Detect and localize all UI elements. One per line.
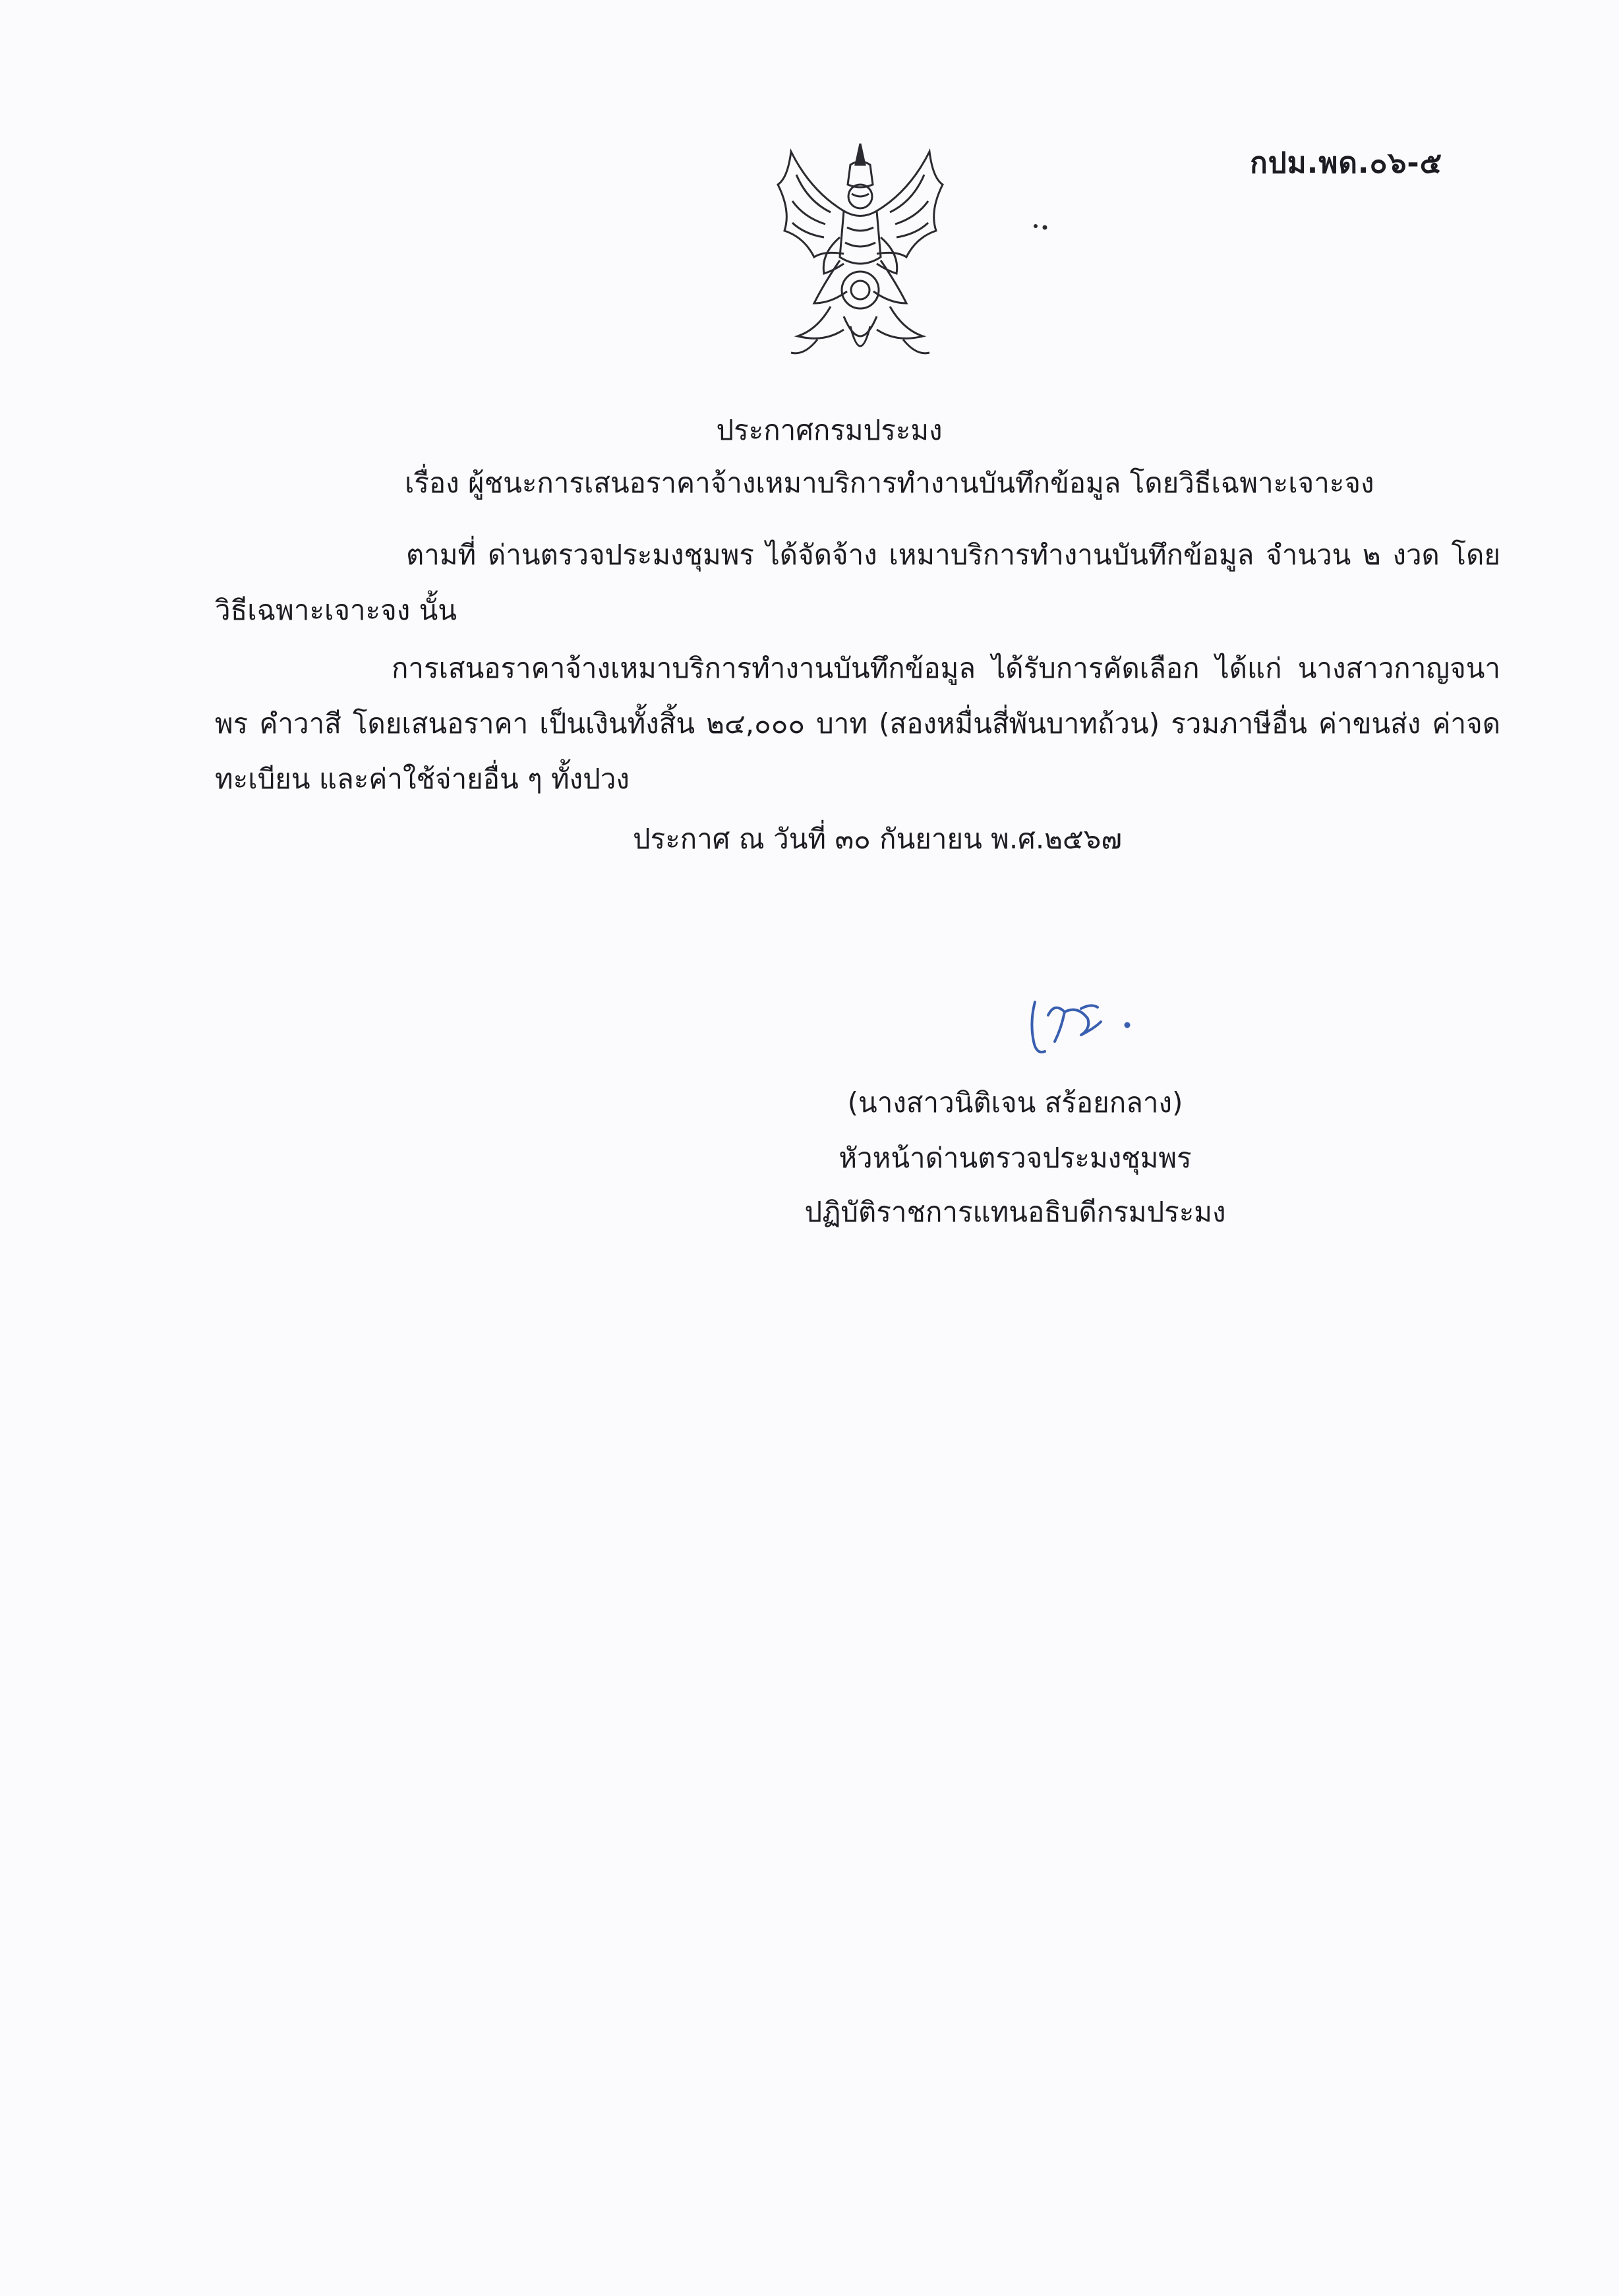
- garuda-emblem-icon: [751, 138, 969, 369]
- document-code: กปม.พด.๐๖-๕: [1250, 146, 1442, 180]
- paragraph-2-text: การเสนอราคาจ้างเหมาบริการทำงานบันทึกข้อมูล ได้รับการคัดเลือก ได้แก่ นางสาวกาญจนาพร คำวาสี โดยเสนอราคา เป็นเงินทั้งสิ้น ๒๔,๐๐๐ บาท (สองหมื่นสี่พันบาทถ้วน) รวมภาษีอื่น ค่าขนส่ง ค่าจดทะเบียน และค่าใช้จ่ายอื่น ๆ ทั้งปวง: [215, 652, 1500, 795]
- signer-acting-position: ปฏิบัติราชการแทนอธิบดีกรมประมง: [804, 1196, 1226, 1228]
- subject-line: เรื่อง ผู้ชนะการเสนอราคาจ้างเหมาบริการทำงานบันทึกข้อมูล โดยวิธีเฉพาะเจาะจง: [405, 467, 1374, 499]
- signer-position: หัวหน้าด่านตรวจประมงชุมพร: [839, 1142, 1192, 1174]
- ink-speck: [1032, 221, 1051, 231]
- paragraph-1-text: ตามที่ ด่านตรวจประมงชุมพร ได้จัดจ้าง เหมาบริการทำงานบันทึกข้อมูล จำนวน ๒ งวด โดยวิธีเฉพาะเจาะจง นั้น: [215, 539, 1500, 626]
- announcement-title: ประกาศกรมประมง: [716, 414, 943, 446]
- announcement-date: ประกาศ ณ วันที่ ๓๐ กันยายน พ.ศ.๒๕๖๗: [633, 823, 1122, 855]
- signer-name: (นางสาวนิติเจน สร้อยกลาง): [847, 1086, 1183, 1119]
- handwritten-signature: [1015, 989, 1147, 1068]
- paragraph-1: [215, 527, 1500, 638]
- paragraph-2: [215, 641, 1500, 807]
